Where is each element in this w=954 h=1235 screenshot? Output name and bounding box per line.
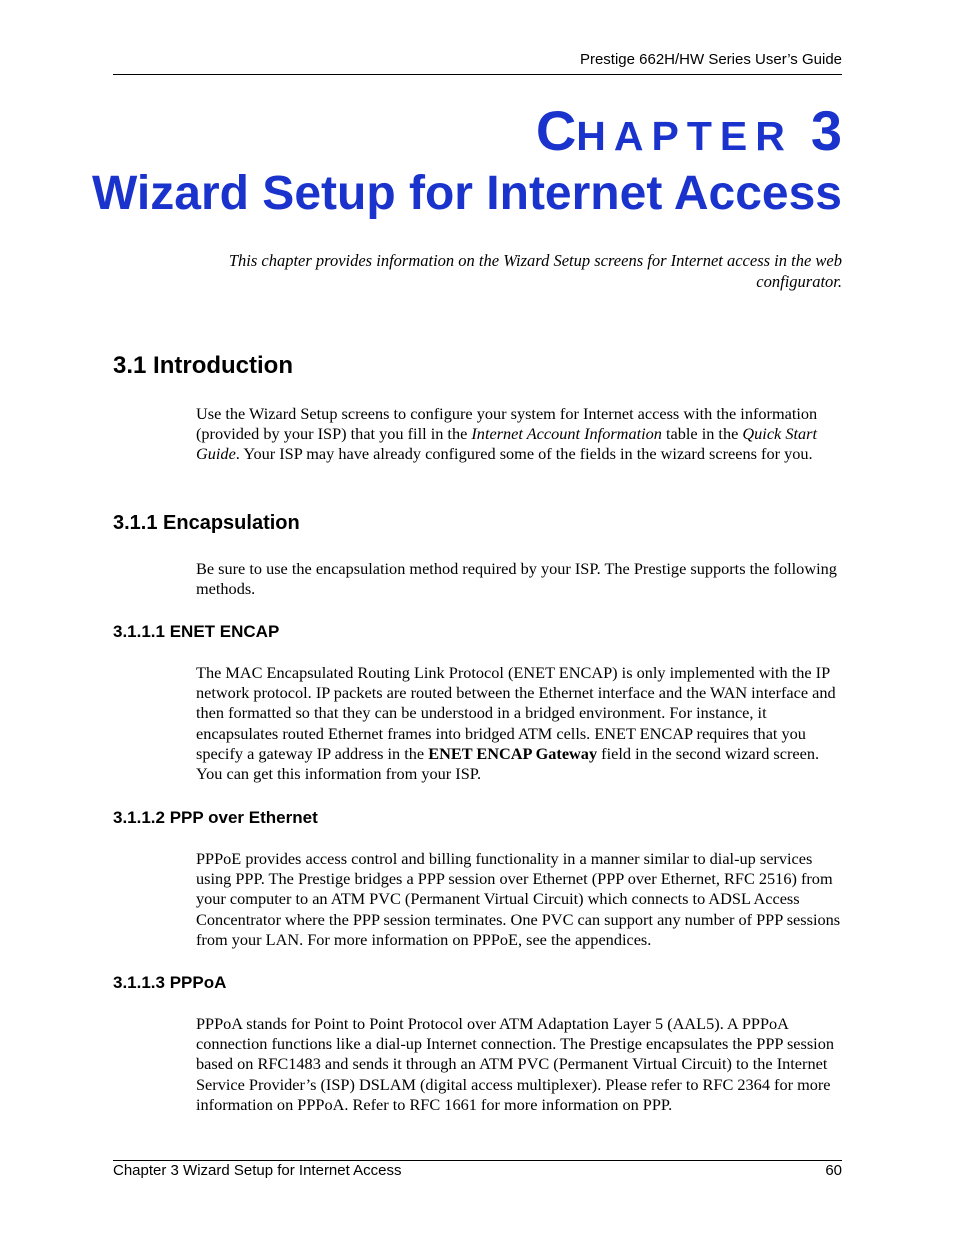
chapter-label xyxy=(536,100,842,167)
running-header: Prestige 662H/HW Series User’s Guide xyxy=(579,51,842,68)
section-heading-enet-encap: 3.1.1.1 ENET ENCAP xyxy=(113,622,280,641)
chapter-label-initial: C xyxy=(535,99,577,162)
paragraph-pppoa: PPPoA stands for Point to Point Protocol over ATM Adaptation Layer 5 (AAL5). A PPPoA connection functions like a dial-up Internet connection. The Prestige encapsulates the PPP session based on RFC1483 and sends it through an ATM PVC (Permanent Virtual Circuit) to the Internet Service Provider’s (ISP) DSLAM (digital access multiplexer). Please refer to RFC 2364 for more information on PPPoA. Refer to RFC 1661 for more information on PPP. xyxy=(196,1014,834,1114)
chapter-number: 3 xyxy=(810,99,842,162)
chapter-title: Wizard Setup for Internet Access xyxy=(92,167,842,220)
section-heading-introduction: 3.1 Introduction xyxy=(113,352,293,379)
paragraph-encapsulation: Be sure to use the encapsulation method required by your ISP. The Prestige supports the following methods. xyxy=(196,559,837,599)
footer-chapter-reference: Chapter 3 Wizard Setup for Internet Access xyxy=(113,1162,402,1179)
emphasis-quick-start-guide: Quick Start Guide xyxy=(196,424,818,464)
paragraph-introduction: Use the Wizard Setup screens to configure your system for Internet access with the information (provided by your ISP) that you fill in the Internet Account Information table in the Quick Start Guide. Your ISP may have already configured some of the fields in the wizard screens for you. xyxy=(196,404,818,464)
footer-rule xyxy=(113,1160,842,1161)
strong-enet-encap-gateway: ENET ENCAP Gateway xyxy=(428,743,598,763)
emphasis-internet-account-information: Internet Account Information xyxy=(471,424,662,444)
paragraph-enet-encap: The MAC Encapsulated Routing Link Protocol (ENET ENCAP) is only implemented with the IP network protocol. IP packets are routed between the Ethernet interface and the WAN interface and then formatted so that they can be understood in a bridged environment. For instance, it encapsulates routed Ethernet frames into bridged ATM cells. ENET ENCAP requires that you specify a gateway IP address in the ENET ENCAP Gateway field in the second wizard screen. You can get this information from your ISP. xyxy=(196,663,836,784)
chapter-label-rest: HAPTER xyxy=(576,113,793,159)
section-heading-encapsulation: 3.1.1 Encapsulation xyxy=(113,512,300,534)
page-number: 60 xyxy=(825,1162,842,1179)
header-rule xyxy=(113,74,842,75)
chapter-summary: This chapter provides information on the Wizard Setup screens for Internet access in the web configurator. xyxy=(228,251,842,291)
section-heading-pppoe: 3.1.1.2 PPP over Ethernet xyxy=(113,808,318,827)
section-heading-pppoa: 3.1.1.3 PPPoA xyxy=(113,973,227,992)
paragraph-pppoe: PPPoE provides access control and billing functionality in a manner similar to dial-up services using PPP. The Prestige bridges a PPP session over Ethernet (PPP over Ethernet, RFC 2516) from your computer to an ATM PVC (Permanent Virtual Circuit) which connects to ADSL Access Concentrator where the PPP session terminates. One PVC can support any number of PPP sessions from your LAN. For more information on PPPoE, see the appendices. xyxy=(196,849,841,949)
